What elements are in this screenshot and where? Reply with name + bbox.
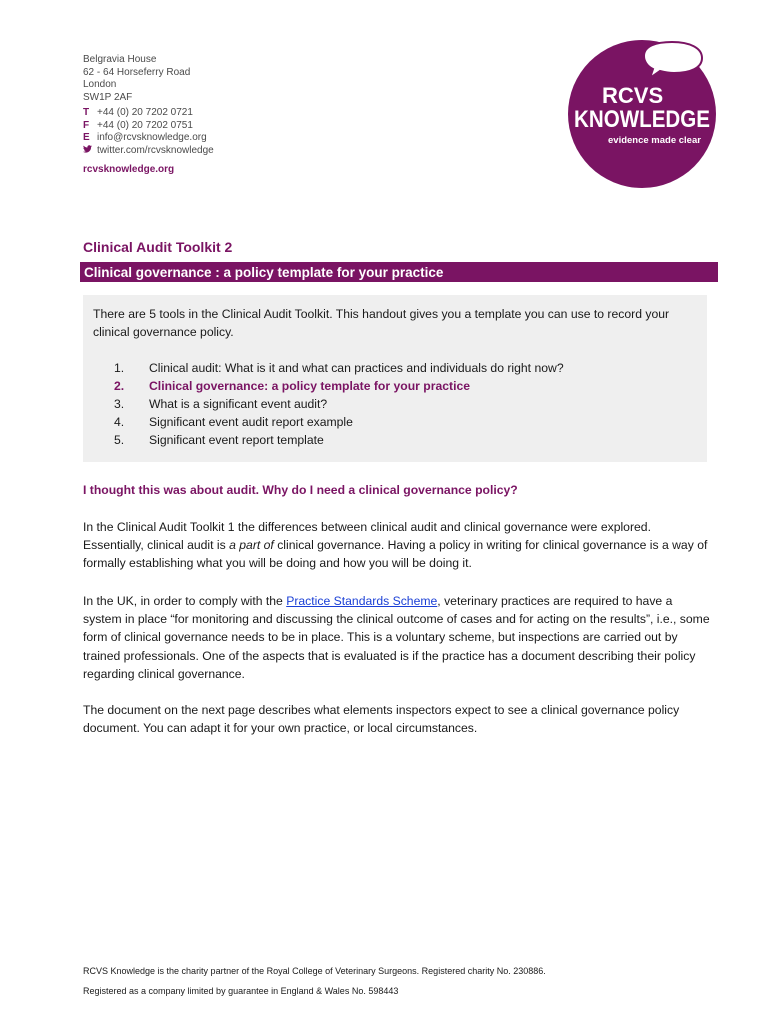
address-line: 62 - 64 Horseferry Road [83,66,191,78]
address-line: London [83,79,117,90]
page-title: Clinical Audit Toolkit 2 [83,239,233,255]
phone-number: +44 (0) 20 7202 0721 [97,107,193,118]
list-item-current: 2. Clinical governance: a policy template for your practice [114,379,471,393]
address-line: SW1P 2AF [83,91,133,103]
logo-knowledge-text: KNOWLEDGE [574,106,710,133]
fax-number: +44 (0) 20 7202 0751 [97,119,193,131]
practice-standards-link[interactable]: Practice Standards Scheme [286,594,438,608]
phone-row [83,107,214,120]
paragraph-2: In the UK, in order to comply with the Practice Standards Scheme, veterinary practices are required to have a system in place “for monitoring and discussing the clinical outcome of cases and for acting on the results”, i.e., some form of clinical governance needs to be in place. This is a voluntary scheme, but inspections are carried out by trained professionals. One of the aspects that is evaluated is if the practice has a document describing their policy regarding clinical governance. [83,594,710,681]
address-line: Belgravia House [83,54,157,65]
twitter-row [83,145,214,158]
toolkit-list [93,359,697,449]
fax-row [83,120,214,133]
contact-block [83,107,214,157]
phone-key: T [83,107,90,118]
list-item: 3. What is a significant event audit? [114,397,328,411]
twitter-link[interactable]: twitter.com/rcvsknowledge [97,144,214,156]
toolkit-intro: There are 5 tools in the Clinical Audit Toolkit. This handout gives you a template you can use to record your clinical governance policy. [93,307,670,339]
email-link[interactable]: info@rcvsknowledge.org [97,132,207,143]
toolkit-box [83,295,707,462]
list-item: 5. Significant event report template [114,433,324,447]
paragraph-3: The document on the next page describes what elements inspectors expect to see a clinical governance policy document. You can adapt it for your own practice, or local circumstances. [83,703,680,736]
section-question-heading: I thought this was about audit. Why do I need a clinical governance policy? [83,483,518,497]
address-block [83,54,190,104]
paragraph-1: In the Clinical Audit Toolkit 1 the differences between clinical audit and clinical governance were explored. Essentially, clinical audit is a part of clinical governance. Having a policy in writing for clinical governance is a way of formally establishing what you will be doing and how you will be doing it. [83,520,708,571]
rcvs-knowledge-logo [568,40,716,188]
website-link[interactable]: rcvsknowledge.org [83,164,175,175]
fax-key: F [83,119,90,131]
list-item: 1. Clinical audit: What is it and what can practices and individuals do right now? [114,361,564,375]
list-item: 4. Significant event audit report example [114,415,353,429]
twitter-icon [83,145,97,158]
footer-charity-note: RCVS Knowledge is the charity partner of the Royal College of Veterinary Surgeons. Registered charity No. 230886. [83,966,546,976]
email-key: E [83,132,90,143]
footer-company-note: Registered as a company limited by guarantee in England & Wales No. 598443 [83,986,399,996]
email-row [83,132,214,145]
section-banner: Clinical governance : a policy template for your practice [80,262,718,282]
logo-tagline: evidence made clear [608,135,701,146]
logo-rcvs-text: RCVS [602,83,664,108]
